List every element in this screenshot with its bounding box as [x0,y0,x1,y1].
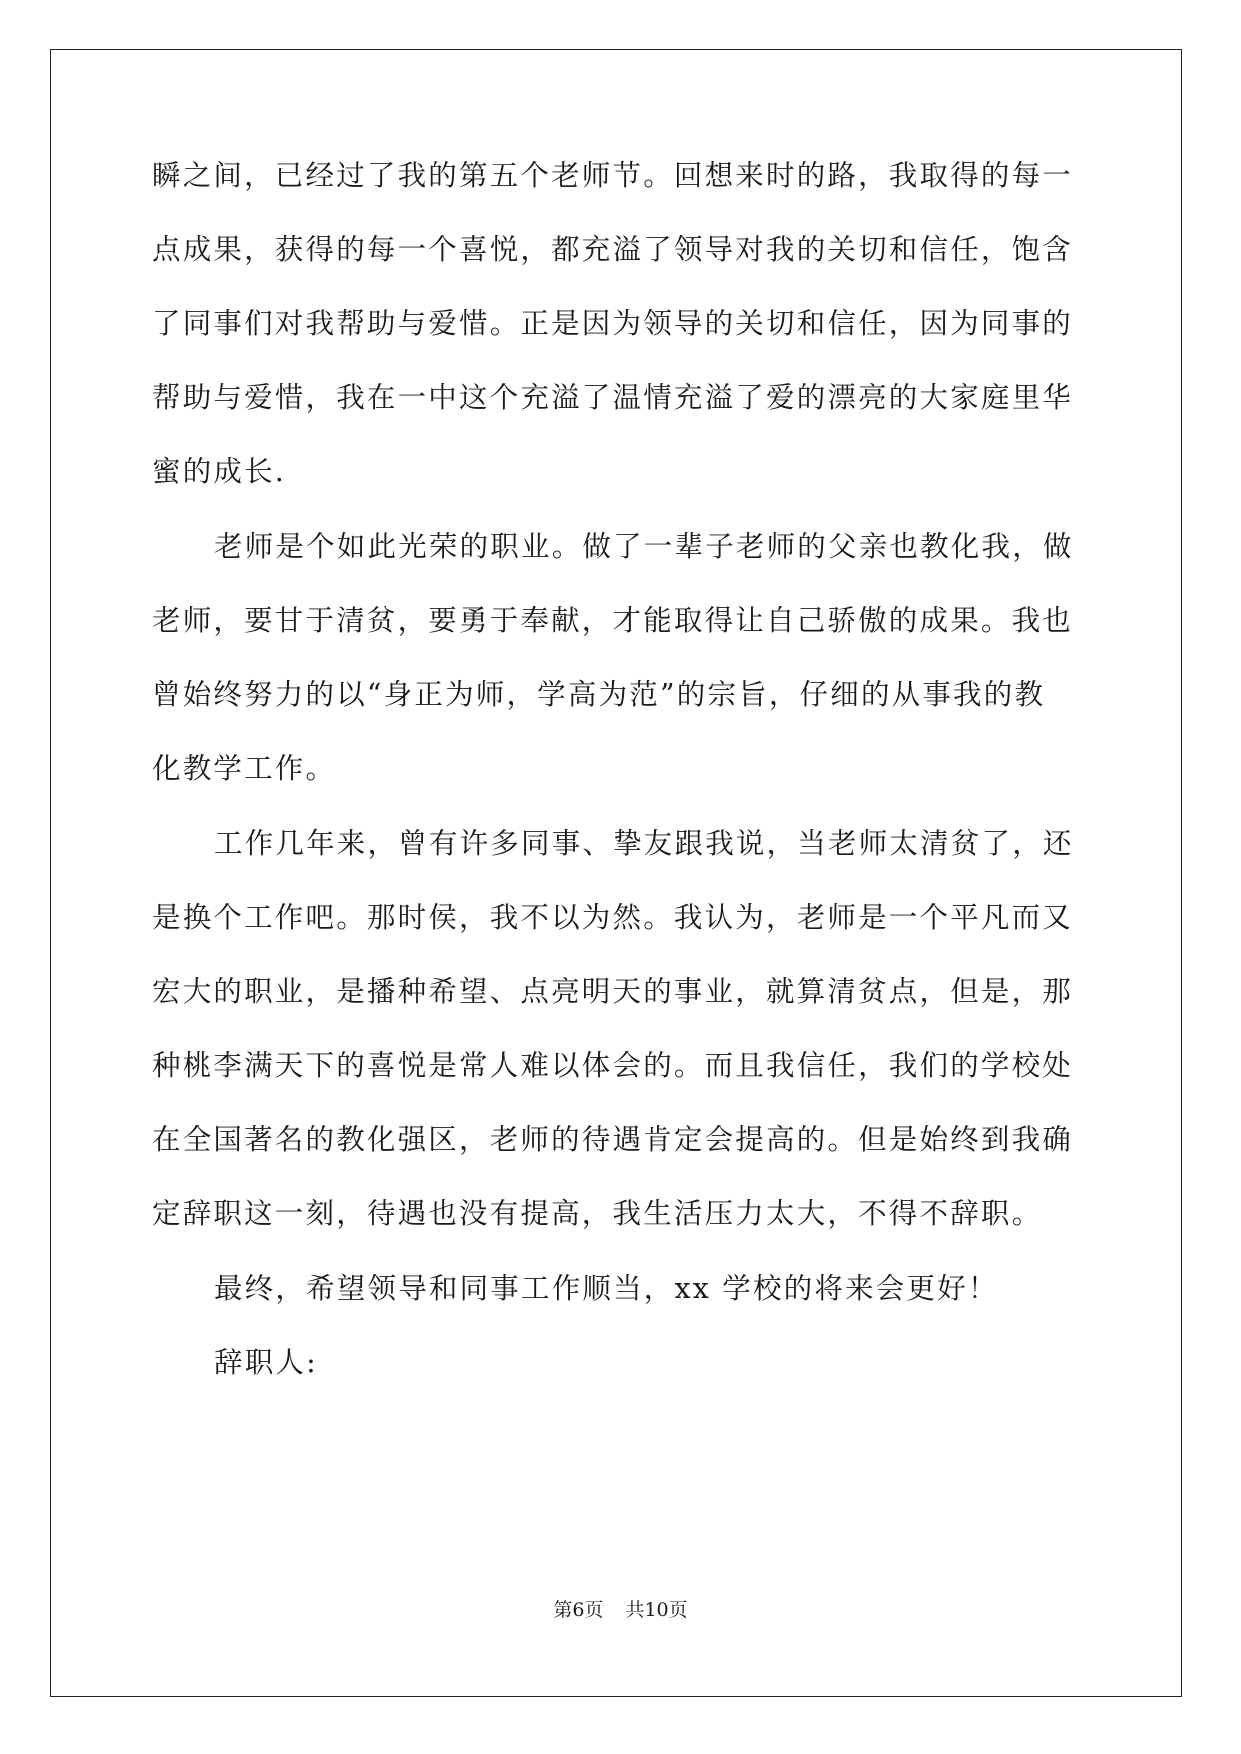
total-pages: 共10页 [625,1599,688,1621]
paragraph-line: 了同事们对我帮助与爱惜。正是因为领导的关切和信任，因为同事的 [152,307,1074,340]
page-border [50,49,1182,1697]
paragraph-line: 帮助与爱惜，我在一中这个充溢了温情充溢了爱的漂亮的大家庭里华 [152,381,1074,414]
signature-label: 辞职人: [214,1346,318,1379]
paragraph-line: 宏大的职业，是播种希望、点亮明天的事业，就算清贫点，但是，那 [152,975,1074,1008]
paragraph-line: 曾始终努力的以“身正为师，学高为范”的宗旨，仔细的从事我的教 [152,678,1046,711]
current-page: 第6页 [553,1599,604,1621]
paragraph-line: 点成果，获得的每一个喜悦，都充溢了领导对我的关切和信任，饱含 [152,233,1074,266]
paragraph-line: 在全国著名的教化强区，老师的待遇肯定会提高的。但是始终到我确 [152,1123,1074,1156]
paragraph-line: 蜜的成长. [152,455,287,488]
paragraph-line: 种桃李满天下的喜悦是常人难以体会的。而且我信任，我们的学校处 [152,1049,1074,1082]
closing-wish: 最终，希望领导和同事工作顺当，xx 学校的将来会更好！ [214,1272,999,1305]
paragraph-line: 老师是个如此光荣的职业。做了一辈子老师的父亲也教化我，做 [214,530,1074,563]
paragraph-line: 老师，要甘于清贫，要勇于奉献，才能取得让自己骄傲的成果。我也 [152,604,1074,637]
paragraph-line: 瞬之间，已经过了我的第五个老师节。回想来时的路，我取得的每一 [152,159,1074,192]
paragraph-line: 是换个工作吧。那时侯，我不以为然。我认为，老师是一个平凡而又 [152,901,1074,934]
page-number-footer [0,1598,1241,1622]
paragraph-line: 化教学工作。 [152,752,337,785]
paragraph-line: 定辞职这一刻，待遇也没有提高，我生活压力太大，不得不辞职。 [152,1197,1043,1230]
paragraph-line: 工作几年来，曾有许多同事、挚友跟我说，当老师太清贫了，还 [214,827,1074,860]
